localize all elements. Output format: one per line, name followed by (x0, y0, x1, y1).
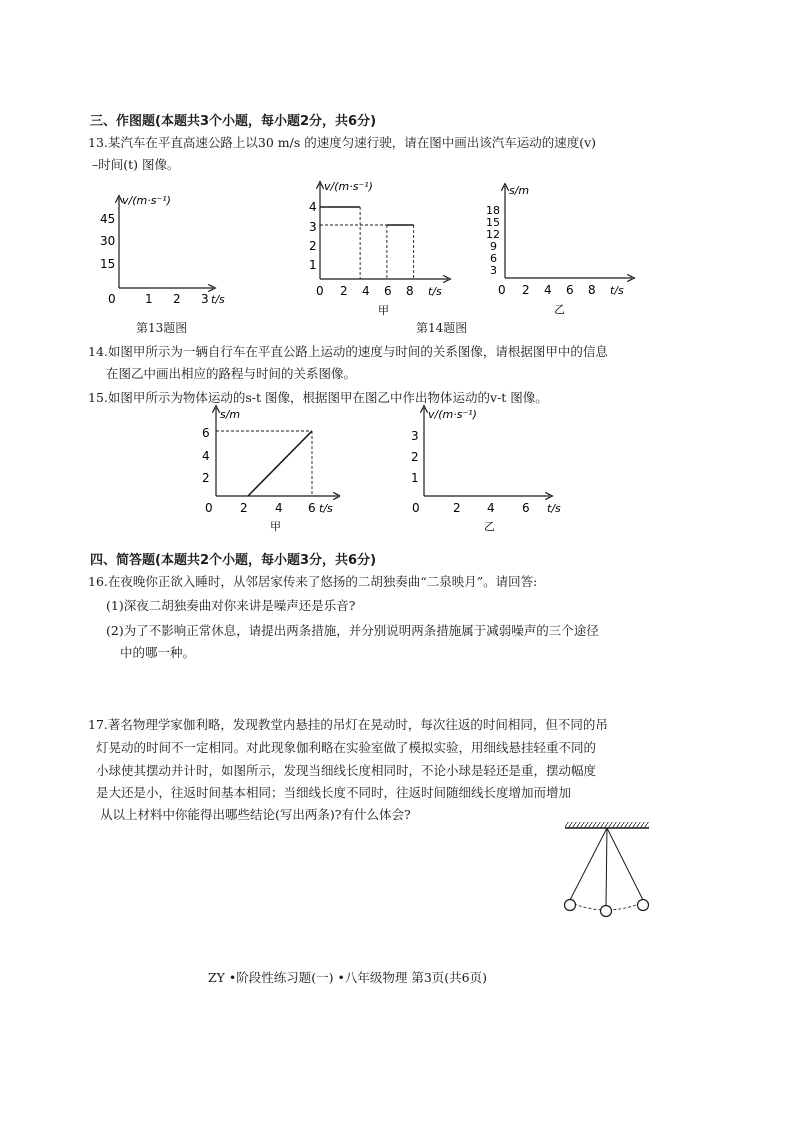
fig14a-caption: 甲 (378, 304, 389, 317)
fig15b-x-tick: 6 (522, 501, 530, 515)
fig15a-x-tick: 4 (275, 501, 283, 515)
fig14a-y-tick: 2 (309, 239, 317, 253)
fig15b-y-tick: 2 (411, 450, 419, 464)
fig14b-x-label: t/s (610, 284, 624, 297)
fig15a-x-tick: 0 (205, 501, 213, 515)
fig15a-series-line (248, 431, 312, 496)
fig14b-x-tick: 2 (522, 283, 530, 297)
fig15b-caption: 乙 (484, 520, 495, 533)
fig15a-axes (216, 408, 338, 496)
fig13-x-tick: 2 (173, 292, 181, 306)
fig14a-x-tick: 4 (362, 284, 370, 298)
fig13-y-label: v/(m·s⁻¹) (122, 194, 171, 207)
q13-line1: 13.某汽车在平直高速公路上以30 m/s 的速度匀速行驶，请在图中画出该汽车运动的速度(v) (88, 135, 597, 150)
q16-sub2-line2: 中的哪一种。 (120, 645, 196, 660)
fig14b-caption: 乙 (554, 303, 565, 316)
fig15b-chart (400, 404, 570, 536)
pendulum-ball-center (601, 906, 612, 917)
fig14a-axes (320, 184, 448, 279)
ceiling-support (565, 822, 649, 828)
q17-line2: 灯晃动的时间不一定相同。对此现象伽利略在实验室做了模拟实验，用细线悬挂轻重不同的 (96, 740, 597, 755)
fig15a-x-tick: 6 (308, 501, 316, 515)
q16-line1: 16.在夜晚你正欲入睡时，从邻居家传来了悠扬的二胡独奏曲“二泉映月”。请回答: (88, 574, 538, 589)
pendulum-string-right (607, 828, 643, 900)
fig15a-caption: 甲 (270, 520, 281, 533)
fig14b-y-tick: 6 (490, 252, 497, 265)
fig14a-y-tick: 3 (309, 220, 317, 234)
fig15b-x-tick: 4 (487, 501, 495, 515)
fig13-y-tick: 45 (100, 212, 116, 226)
q17-line5: 从以上材料中你能得出哪些结论(写出两条)?有什么体会? (100, 807, 411, 822)
fig15a-data-marks (216, 431, 312, 496)
fig15a-y-tick: 4 (202, 449, 210, 463)
fig14b-y-tick: 18 (486, 204, 500, 217)
fig14a-data-marks (320, 207, 414, 279)
section-3-title: 三、作图题(本题共3个小题，每小题2分，共6分) (90, 114, 377, 129)
fig14a-x-tick: 8 (406, 284, 414, 298)
fig14a-x-tick: 0 (316, 284, 324, 298)
fig13-y-tick: 15 (100, 257, 116, 271)
fig14-caption: 第14题图 (416, 321, 468, 335)
fig15b-y-label: v/(m·s⁻¹) (428, 408, 477, 421)
q13-line2: –时间(t) 图像。 (92, 157, 180, 172)
fig14b-axes (505, 186, 632, 278)
fig15b-x-tick: 2 (453, 501, 461, 515)
fig14b-y-tick: 9 (490, 240, 497, 253)
pendulum-string-center (606, 828, 607, 905)
fig15b-x-label: t/s (547, 502, 561, 515)
q15-line1: 15.如图甲所示为物体运动的s-t 图像，根据图甲在图乙中作出物体运动的v-t 图像。 (88, 390, 548, 405)
fig15a-y-tick: 6 (202, 426, 210, 440)
fig13-axes (119, 198, 213, 288)
fig13-x-label: t/s (211, 293, 225, 306)
fig14b-x-tick: 6 (566, 283, 574, 297)
q17-line4: 是大还是小，往返时间基本相同；当细线长度不同时，往返时间随细线长度增加而增加 (96, 785, 572, 800)
fig15b-x-tick: 0 (412, 501, 420, 515)
pendulum-string-left (570, 828, 607, 900)
fig14a-x-tick: 6 (384, 284, 392, 298)
fig14b-y-label: s/m (509, 184, 530, 197)
fig15a-y-label: s/m (220, 408, 241, 421)
fig15b-y-tick: 1 (411, 471, 419, 485)
fig14b-y-tick: 3 (490, 264, 497, 277)
fig14a-y-tick: 1 (309, 258, 317, 272)
q17-line1: 17.著名物理学家伽利略，发现教堂内悬挂的吊灯在晃动时，每次往返的时间相同，但不同的吊 (88, 717, 608, 732)
page-footer: ZY •阶段性练习题(一) •八年级物理 第3页(共6页) (208, 970, 488, 985)
fig13-x-tick: 0 (108, 292, 116, 306)
fig14a-chart (300, 172, 470, 322)
fig14b-x-tick: 4 (544, 283, 552, 297)
q16-sub2-line1: (2)为了不影响正常休息，请提出两条措施，并分别说明两条措施属于减弱噪声的三个途径 (106, 623, 599, 638)
pendulum-ball-left (565, 900, 576, 911)
fig13-chart (90, 188, 235, 308)
pendulum-figure (555, 818, 665, 920)
q14-line1: 14.如图甲所示为一辆自行车在平直公路上运动的速度与时间的关系图像，请根据图甲中的信息 (88, 344, 608, 359)
fig15b-axes (424, 408, 550, 496)
fig14b-x-tick: 8 (588, 283, 596, 297)
fig14b-chart (480, 178, 650, 318)
fig14a-x-label: t/s (428, 285, 442, 298)
q14-line2: 在图乙中画出相应的路程与时间的关系图像。 (106, 366, 357, 381)
fig14a-x-tick: 2 (340, 284, 348, 298)
section-4-title: 四、简答题(本题共2个小题，每小题3分，共6分) (90, 553, 377, 568)
q17-line3: 小球使其摆动并计时，如图所示，发现当细线长度相同时，不论小球是轻还是重，摆动幅度 (96, 763, 597, 778)
fig15a-y-tick: 2 (202, 471, 210, 485)
fig14a-y-label: v/(m·s⁻¹) (324, 180, 373, 193)
fig15a-x-label: t/s (319, 502, 333, 515)
fig13-caption: 第13题图 (136, 321, 188, 335)
fig14a-y-tick: 4 (309, 200, 317, 214)
fig14b-x-tick: 0 (498, 283, 506, 297)
fig14b-y-tick: 12 (486, 228, 500, 241)
fig13-y-tick: 30 (100, 234, 116, 248)
fig15a-x-tick: 2 (240, 501, 248, 515)
fig13-x-tick: 1 (145, 292, 153, 306)
pendulum-ball-right (638, 900, 649, 911)
fig13-x-tick: 3 (201, 292, 209, 306)
fig15b-y-tick: 3 (411, 429, 419, 443)
fig15a-chart (190, 404, 340, 536)
q16-sub1: (1)深夜二胡独奏曲对你来讲是噪声还是乐音? (106, 598, 356, 613)
fig14b-y-tick: 15 (486, 216, 500, 229)
